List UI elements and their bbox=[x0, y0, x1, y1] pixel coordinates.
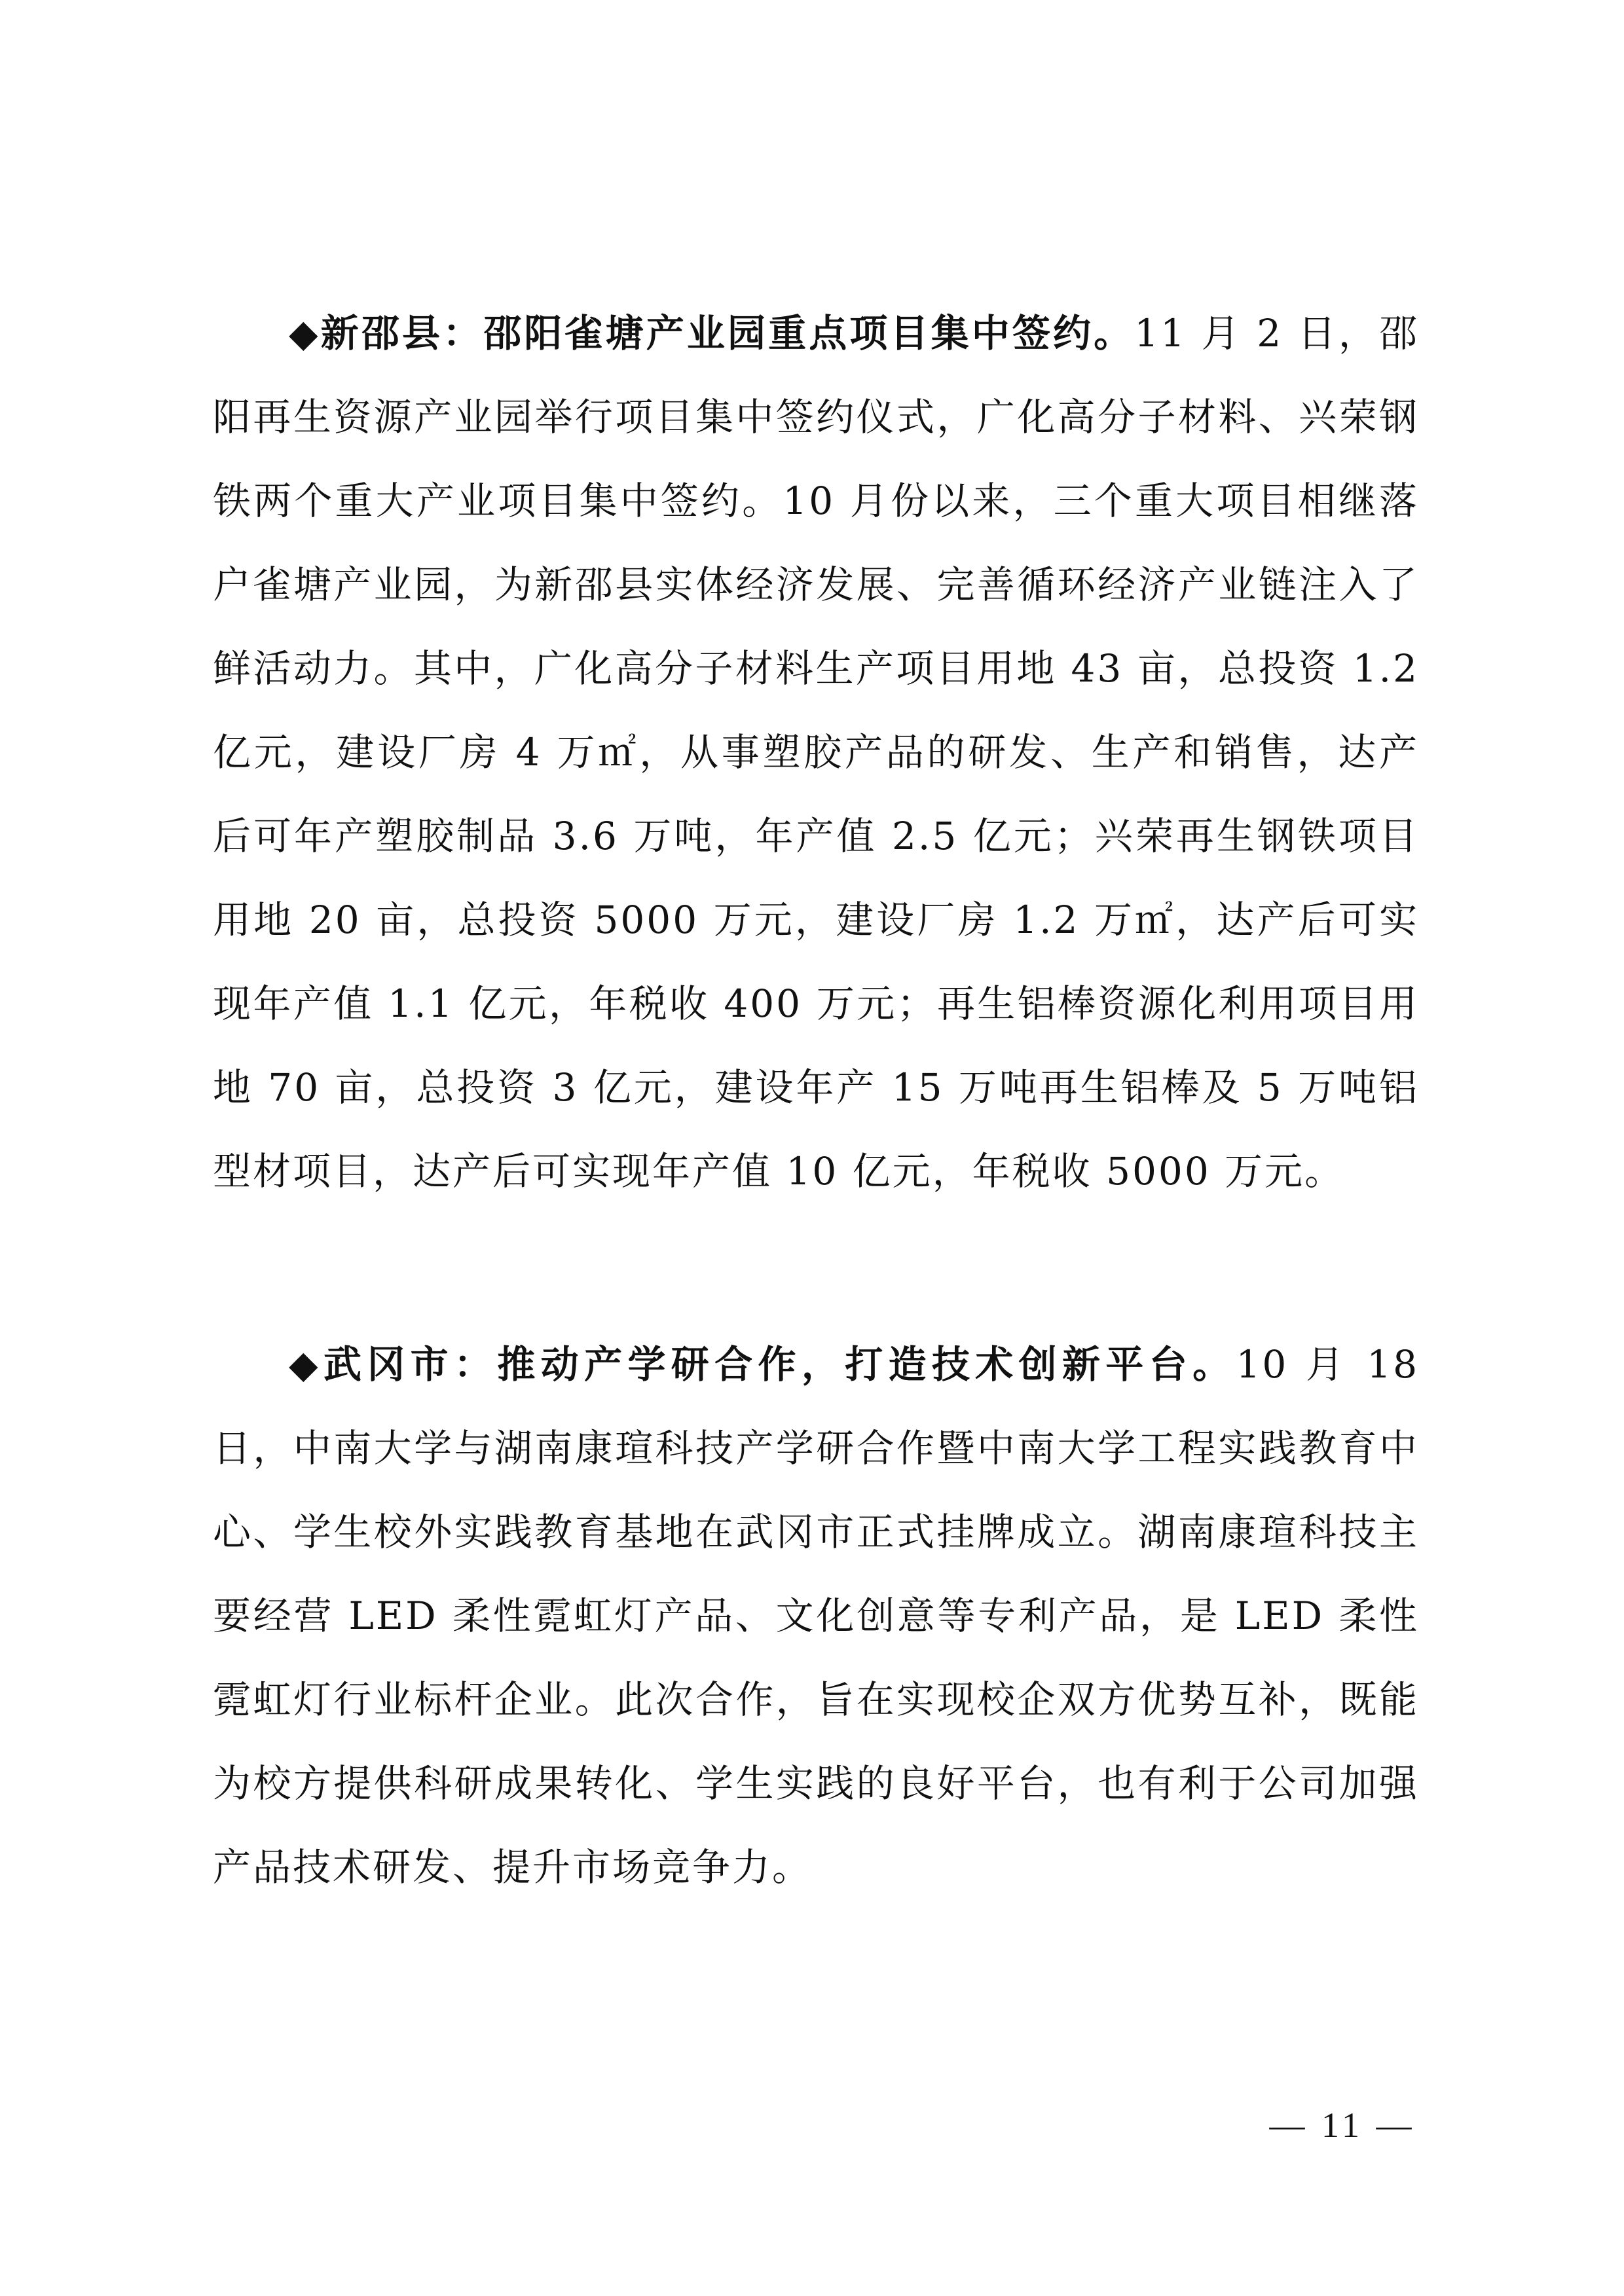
article-body: 10 月 18 日，中南大学与湖南康瑄科技产学研合作暨中南大学工程实践教育中心、学生校外实践教育基地在武冈市正式挂牌成立。湖南康瑄科技主要经营 LED 柔性霓虹灯产品、文化创意等专利产品，是 LED 柔性霓虹灯行业标杆企业。此次合作，旨在实现校企双方优势互补，既能为校方提供科研成果转化、学生实践的良好平台，也有利于公司加强产品技术研发、提升市场竞争力。 bbox=[213, 1342, 1420, 1889]
page-number: — 11 — bbox=[1269, 2105, 1416, 2145]
article-heading: ◆新邵县：邵阳雀塘产业园重点项目集中签约。 bbox=[289, 311, 1135, 355]
article-wugang bbox=[213, 1322, 1419, 1909]
article-heading: ◆武冈市：推动产学研合作，打造技术创新平台。 bbox=[289, 1342, 1236, 1387]
article-body: 11 月 2 日，邵阳再生资源产业园举行项目集中签约仪式，广化高分子材料、兴荣钢铁两个重大产业项目集中签约。10 月份以来，三个重大项目相继落户雀塘产业园，为新邵县实体经济发展、完善循环经济产业链注入了鲜活动力。其中，广化高分子材料生产项目用地 43 亩，总投资 1.2 亿元，建设厂房 4 万㎡，从事塑胶产品的研发、生产和销售，达产后可年产塑胶制品 3.6 万吨，年产值 2.5 亿元；兴荣再生钢铁项目用地 20 亩，总投资 5000 万元，建设厂房 1.2 万㎡，达产后可实现年产值 1.1 亿元，年税收 400 万元；再生铝棒资源化利用项目用地 70 亩，总投资 3 亿元，建设年产 15 万吨再生铝棒及 5 万吨铝型材项目，达产后可实现年产值 10 亿元，年税收 5000 万元。 bbox=[213, 311, 1419, 1194]
article-xinshao bbox=[213, 291, 1419, 1213]
